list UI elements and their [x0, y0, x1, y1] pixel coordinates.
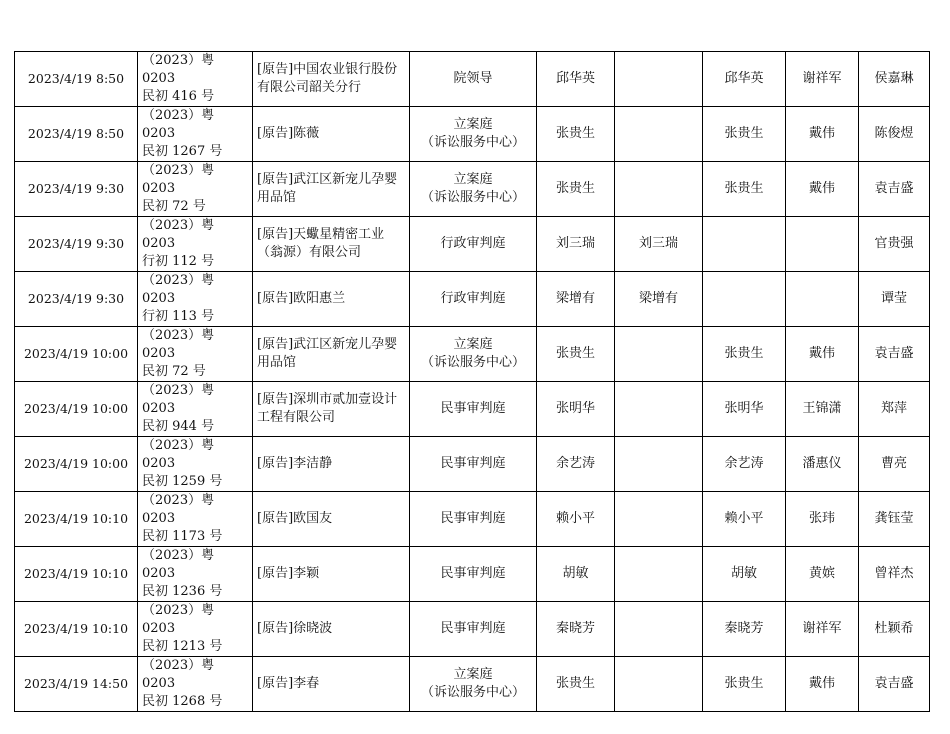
table-row [15, 437, 930, 492]
clerk-cell: 谭莹 [859, 272, 930, 327]
presiding-judge-cell [615, 547, 703, 602]
case-number-line2: 民初 416 号 [142, 89, 215, 104]
case-number-line2: 民初 1173 号 [142, 529, 223, 544]
hearing-time-cell: 2023/4/19 9:30 [15, 162, 138, 217]
department-line1: 行政审判庭 [440, 236, 506, 251]
department-cell [410, 217, 537, 272]
department-line2: （诉讼服务中心） [420, 355, 525, 370]
case-number-line2: 民初 72 号 [142, 199, 206, 214]
chief-judge-cell: 张贵生 [703, 107, 786, 162]
case-number-line2: 民初 1236 号 [142, 584, 223, 599]
case-number-cell [138, 162, 253, 217]
case-number-cell [138, 52, 253, 107]
case-number-line1: （2023）粤 0203 [142, 108, 215, 141]
department-cell [410, 327, 537, 382]
case-number-line2: 民初 72 号 [142, 364, 206, 379]
table-row [15, 382, 930, 437]
department-line1: 立案庭 [453, 337, 493, 352]
department-line1: 民事审判庭 [440, 511, 506, 526]
case-judge-cell: 赖小平 [537, 492, 615, 547]
party-cell: [原告]武江区新宠儿孕婴用品馆 [253, 327, 410, 382]
presiding-judge-cell [615, 382, 703, 437]
presiding-judge-cell [615, 657, 703, 712]
party-cell: [原告]欧国友 [253, 492, 410, 547]
party-cell: [原告]徐晓波 [253, 602, 410, 657]
chief-judge-cell: 秦晓芳 [703, 602, 786, 657]
case-number-cell [138, 437, 253, 492]
party-cell: [原告]李春 [253, 657, 410, 712]
party-cell: [原告]李洁静 [253, 437, 410, 492]
department-line1: 民事审判庭 [440, 566, 506, 581]
case-number-line1: （2023）粤 0203 [142, 53, 215, 86]
clerk-cell: 杜颖希 [859, 602, 930, 657]
case-number-cell [138, 602, 253, 657]
chief-judge-cell: 赖小平 [703, 492, 786, 547]
hearing-time-cell: 2023/4/19 14:50 [15, 657, 138, 712]
hearing-time-cell: 2023/4/19 10:10 [15, 602, 138, 657]
chief-judge-cell [703, 272, 786, 327]
case-judge-cell: 胡敏 [537, 547, 615, 602]
department-cell [410, 547, 537, 602]
table-row [15, 547, 930, 602]
panel-member-cell: 戴伟 [786, 162, 859, 217]
clerk-cell: 官贵强 [859, 217, 930, 272]
party-cell: [原告]李颖 [253, 547, 410, 602]
party-cell: [原告]深圳市贰加壹设计工程有限公司 [253, 382, 410, 437]
department-line1: 民事审判庭 [440, 621, 506, 636]
clerk-cell: 曾祥杰 [859, 547, 930, 602]
hearing-time-cell: 2023/4/19 10:00 [15, 327, 138, 382]
clerk-cell: 陈俊煜 [859, 107, 930, 162]
case-judge-cell: 张贵生 [537, 657, 615, 712]
presiding-judge-cell [615, 437, 703, 492]
department-cell [410, 492, 537, 547]
panel-member-cell: 戴伟 [786, 327, 859, 382]
hearing-time-cell: 2023/4/19 10:10 [15, 547, 138, 602]
hearing-time-cell: 2023/4/19 10:10 [15, 492, 138, 547]
schedule-rows [15, 52, 930, 712]
department-line2: （诉讼服务中心） [420, 135, 525, 150]
panel-member-cell: 戴伟 [786, 657, 859, 712]
case-number-line2: 民初 944 号 [142, 419, 215, 434]
clerk-cell: 侯嘉琳 [859, 52, 930, 107]
case-judge-cell: 秦晓芳 [537, 602, 615, 657]
department-line1: 立案庭 [453, 667, 493, 682]
chief-judge-cell: 张明华 [703, 382, 786, 437]
party-cell: [原告]欧阳惠兰 [253, 272, 410, 327]
department-cell [410, 382, 537, 437]
case-number-line1: （2023）粤 0203 [142, 383, 215, 416]
case-number-line1: （2023）粤 0203 [142, 163, 215, 196]
table-row [15, 52, 930, 107]
clerk-cell: 袁吉盛 [859, 162, 930, 217]
case-number-line2: 民初 1267 号 [142, 144, 223, 159]
presiding-judge-cell [615, 327, 703, 382]
party-cell: [原告]天蠍星精密工业（翁源）有限公司 [253, 217, 410, 272]
clerk-cell: 郑萍 [859, 382, 930, 437]
case-judge-cell: 张贵生 [537, 162, 615, 217]
case-judge-cell: 张贵生 [537, 107, 615, 162]
clerk-cell: 袁吉盛 [859, 327, 930, 382]
case-number-line2: 行初 112 号 [142, 254, 215, 269]
hearing-schedule-table [14, 51, 930, 712]
presiding-judge-cell [615, 162, 703, 217]
table-row [15, 217, 930, 272]
case-judge-cell: 余艺涛 [537, 437, 615, 492]
table-row [15, 657, 930, 712]
chief-judge-cell: 余艺涛 [703, 437, 786, 492]
department-line2: （诉讼服务中心） [420, 190, 525, 205]
case-number-line1: （2023）粤 0203 [142, 603, 215, 636]
table-row [15, 272, 930, 327]
case-number-line1: （2023）粤 0203 [142, 438, 215, 471]
chief-judge-cell: 胡敏 [703, 547, 786, 602]
case-judge-cell: 邱华英 [537, 52, 615, 107]
hearing-time-cell: 2023/4/19 8:50 [15, 107, 138, 162]
party-cell: [原告]中国农业银行股份有限公司韶关分行 [253, 52, 410, 107]
clerk-cell: 龚钰莹 [859, 492, 930, 547]
hearing-time-cell: 2023/4/19 8:50 [15, 52, 138, 107]
table-row [15, 602, 930, 657]
presiding-judge-cell: 刘三瑞 [615, 217, 703, 272]
hearing-time-cell: 2023/4/19 9:30 [15, 217, 138, 272]
department-cell [410, 437, 537, 492]
department-line2: （诉讼服务中心） [420, 685, 525, 700]
case-number-line1: （2023）粤 0203 [142, 273, 215, 306]
panel-member-cell: 谢祥军 [786, 52, 859, 107]
chief-judge-cell [703, 217, 786, 272]
case-number-line1: （2023）粤 0203 [142, 218, 215, 251]
panel-member-cell: 王锦潇 [786, 382, 859, 437]
chief-judge-cell: 张贵生 [703, 657, 786, 712]
presiding-judge-cell: 梁增有 [615, 272, 703, 327]
presiding-judge-cell [615, 602, 703, 657]
table-row [15, 492, 930, 547]
presiding-judge-cell [615, 492, 703, 547]
table-row [15, 162, 930, 217]
party-cell: [原告]陈薇 [253, 107, 410, 162]
department-line1: 民事审判庭 [440, 401, 506, 416]
panel-member-cell: 张玮 [786, 492, 859, 547]
presiding-judge-cell [615, 52, 703, 107]
case-number-line2: 民初 1259 号 [142, 474, 223, 489]
case-judge-cell: 张明华 [537, 382, 615, 437]
case-number-line2: 行初 113 号 [142, 309, 215, 324]
hearing-time-cell: 2023/4/19 10:00 [15, 382, 138, 437]
clerk-cell: 袁吉盛 [859, 657, 930, 712]
chief-judge-cell: 张贵生 [703, 162, 786, 217]
case-number-line1: （2023）粤 0203 [142, 493, 215, 526]
case-number-line1: （2023）粤 0203 [142, 658, 215, 691]
department-cell [410, 657, 537, 712]
case-number-line1: （2023）粤 0203 [142, 548, 215, 581]
table-row [15, 107, 930, 162]
department-line1: 院领导 [453, 71, 493, 86]
chief-judge-cell: 张贵生 [703, 327, 786, 382]
party-cell: [原告]武江区新宠儿孕婴用品馆 [253, 162, 410, 217]
department-line1: 立案庭 [453, 117, 493, 132]
panel-member-cell: 潘惠仪 [786, 437, 859, 492]
chief-judge-cell: 邱华英 [703, 52, 786, 107]
case-number-cell [138, 657, 253, 712]
department-cell [410, 52, 537, 107]
case-number-cell [138, 107, 253, 162]
department-cell [410, 272, 537, 327]
case-number-cell [138, 492, 253, 547]
case-number-cell [138, 217, 253, 272]
department-line1: 行政审判庭 [440, 291, 506, 306]
case-number-line1: （2023）粤 0203 [142, 328, 215, 361]
case-number-line2: 民初 1268 号 [142, 694, 223, 709]
case-judge-cell: 刘三瑞 [537, 217, 615, 272]
case-number-cell [138, 547, 253, 602]
case-number-cell [138, 327, 253, 382]
case-judge-cell: 张贵生 [537, 327, 615, 382]
panel-member-cell [786, 272, 859, 327]
case-number-line2: 民初 1213 号 [142, 639, 223, 654]
hearing-time-cell: 2023/4/19 9:30 [15, 272, 138, 327]
clerk-cell: 曹亮 [859, 437, 930, 492]
case-judge-cell: 梁增有 [537, 272, 615, 327]
table-row [15, 327, 930, 382]
department-cell [410, 162, 537, 217]
department-line1: 立案庭 [453, 172, 493, 187]
case-number-cell [138, 382, 253, 437]
hearing-time-cell: 2023/4/19 10:00 [15, 437, 138, 492]
case-number-cell [138, 272, 253, 327]
department-cell [410, 107, 537, 162]
panel-member-cell [786, 217, 859, 272]
panel-member-cell: 谢祥军 [786, 602, 859, 657]
department-cell [410, 602, 537, 657]
presiding-judge-cell [615, 107, 703, 162]
panel-member-cell: 黄嫔 [786, 547, 859, 602]
department-line1: 民事审判庭 [440, 456, 506, 471]
panel-member-cell: 戴伟 [786, 107, 859, 162]
